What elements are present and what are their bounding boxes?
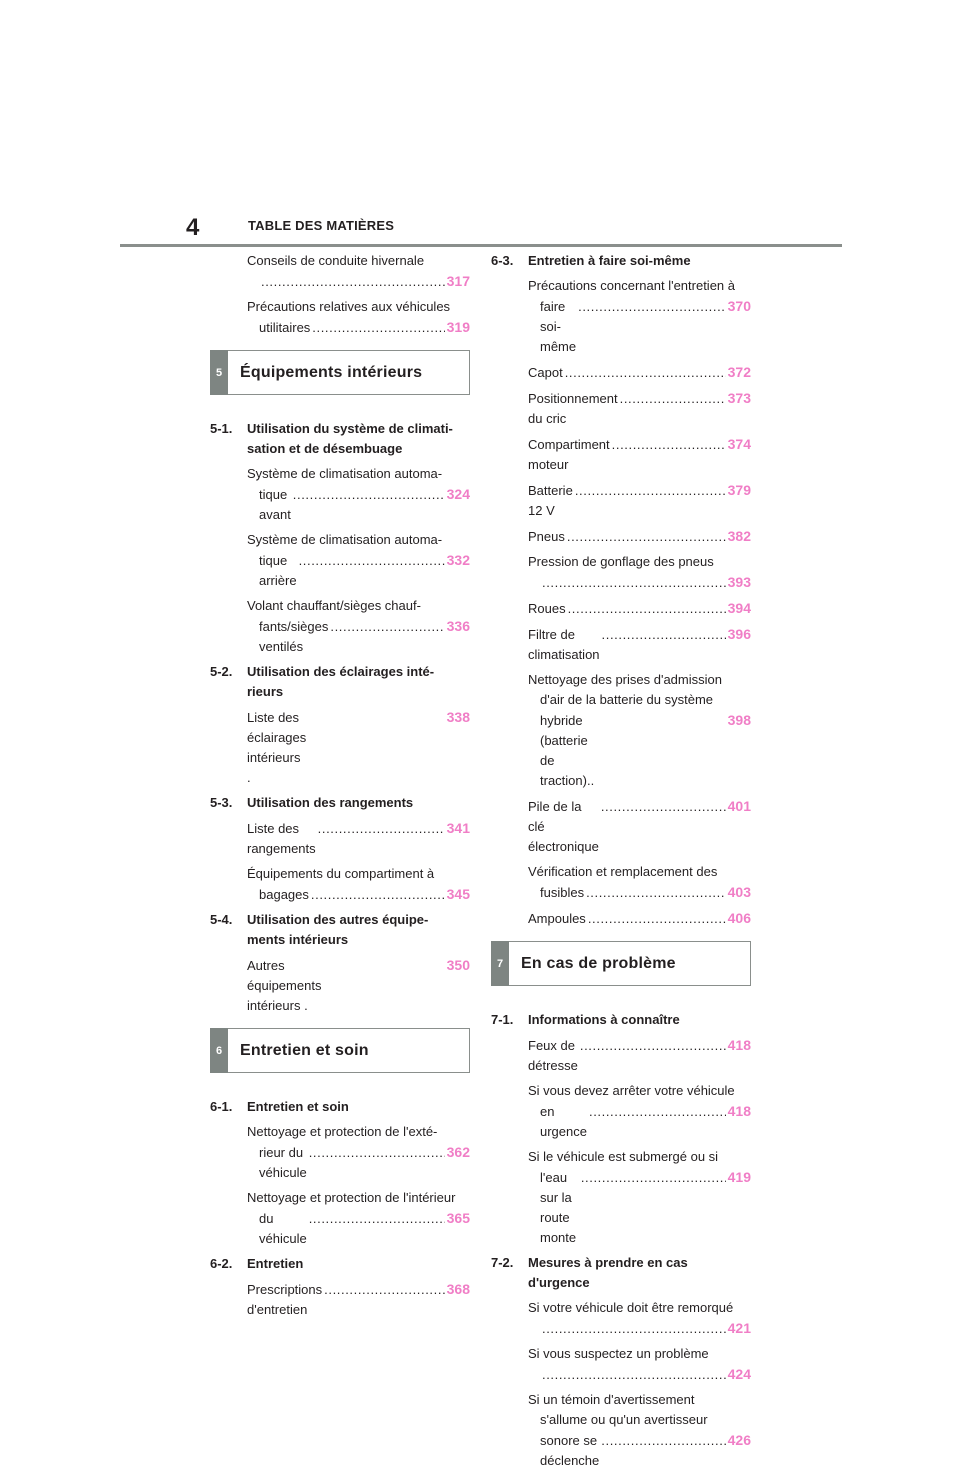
page-ref[interactable]: 374	[727, 436, 751, 452]
page-ref[interactable]: 426	[727, 1432, 751, 1448]
page-ref[interactable]: 418	[727, 1037, 751, 1053]
section-heading: 5-1. Utilisation du système de climati- sation et de désembuage	[210, 421, 453, 456]
section-heading: 5-4. Utilisation des autres équipe- ments intérieurs	[210, 912, 429, 947]
page-ref[interactable]: 332	[446, 552, 470, 568]
section-heading: 5-2. Utilisation des éclairages inté- rieurs	[210, 664, 435, 699]
page-ref[interactable]: 338	[446, 709, 470, 725]
chapter-heading-5[interactable]	[210, 350, 470, 395]
page-ref[interactable]: 365	[446, 1210, 470, 1226]
page-ref[interactable]: 418	[727, 1103, 751, 1119]
toc-entry[interactable]: Vérification et remplacement des fusibles ..... 403	[491, 862, 751, 903]
page-ref[interactable]: 341	[446, 820, 470, 836]
toc-entry[interactable]: Compartiment moteur ..... 374	[491, 434, 751, 475]
page-ref[interactable]: 368	[446, 1281, 470, 1297]
section-heading: 6-2. Entretien	[210, 1256, 304, 1271]
toc-entry[interactable]: Pile de la clé électronique ..... 401	[491, 796, 751, 857]
page-ref[interactable]: 350	[446, 957, 470, 973]
toc-entry[interactable]: Positionnement du cric ..... 373	[491, 388, 751, 429]
page-ref[interactable]: 373	[727, 390, 751, 406]
toc-entry[interactable]: Ampoules ..... 406	[491, 908, 751, 929]
toc-entry[interactable]: Précautions relatives aux véhicules utilitaires ..... 319	[210, 297, 470, 338]
toc-entry[interactable]: Nettoyage et protection de l'intérieur du véhicule ..... 365	[210, 1188, 470, 1249]
section-heading: 6-1. Entretien et soin	[210, 1099, 349, 1114]
toc-entry[interactable]: Conseils de conduite hivernale ..... 317	[210, 251, 470, 292]
toc-entry[interactable]: Capot ..... 372	[491, 362, 751, 383]
toc-entry[interactable]: Si le véhicule est submergé ou si l'eau sur la route monte ..... 419	[491, 1147, 751, 1248]
section-heading: 7-1. Informations à connaître	[491, 1012, 680, 1027]
toc-entry[interactable]: Autres équipements intérieurs . 350	[247, 957, 470, 1013]
page-number: 4	[186, 214, 200, 241]
page-ref[interactable]: 379	[727, 482, 751, 498]
chapter-heading-7[interactable]	[491, 941, 751, 986]
toc-entry[interactable]: Équipements du compartiment à bagages ..... 345	[210, 864, 470, 905]
toc-entry[interactable]: Nettoyage des prises d'admission d'air de la batterie du système hybride (batterie de traction).. 398	[528, 672, 751, 788]
page-ref[interactable]: 324	[446, 486, 470, 502]
page-ref[interactable]: 419	[727, 1169, 751, 1185]
toc-entry[interactable]: Si un témoin d'avertissement s'allume ou qu'un avertisseur sonore se déclenche ..... 426	[491, 1390, 751, 1471]
toc-entry[interactable]: Batterie 12 V ..... 379	[491, 480, 751, 521]
toc-entry[interactable]: Système de climatisation automa- tique avant ..... 324	[210, 464, 470, 525]
page-header-title: TABLE DES MATIÈRES	[248, 218, 395, 233]
page-ref[interactable]: 393	[727, 574, 751, 590]
toc-entry[interactable]: Si votre véhicule doit être remorqué ..... 421	[491, 1298, 751, 1339]
toc-entry[interactable]: Pneus ..... 382	[491, 526, 751, 547]
toc-right-column	[491, 251, 751, 1476]
page-ref[interactable]: 401	[727, 798, 751, 814]
toc-entry[interactable]: Liste des rangements ..... 341	[210, 818, 470, 859]
chapter-title: Équipements intérieurs	[240, 363, 423, 381]
toc-entry[interactable]: Si vous suspectez un problème ..... 424	[491, 1344, 751, 1385]
toc-left-column	[210, 251, 470, 1325]
section-heading: 6-3. Entretien à faire soi-même	[491, 253, 691, 268]
chapter-tab: 5	[210, 350, 228, 395]
page-ref[interactable]: 382	[727, 528, 751, 544]
chapter-tab: 6	[210, 1028, 228, 1073]
page-ref[interactable]: 345	[446, 886, 470, 902]
page-ref[interactable]: 406	[727, 910, 751, 926]
toc-entry[interactable]: Pression de gonflage des pneus ..... 393	[491, 552, 751, 593]
page-ref[interactable]: 319	[446, 319, 470, 335]
page-ref[interactable]: 336	[446, 618, 470, 634]
page-ref[interactable]: 372	[727, 364, 751, 380]
chapter-heading-6[interactable]	[210, 1028, 470, 1073]
page-ref[interactable]: 403	[727, 884, 751, 900]
toc-entry[interactable]: Roues ..... 394	[491, 598, 751, 619]
section-heading: 5-3. Utilisation des rangements	[210, 795, 414, 810]
chapter-title: En cas de problème	[521, 954, 676, 972]
page-ref[interactable]: 370	[727, 298, 751, 314]
page-ref[interactable]: 317	[446, 273, 470, 289]
toc-entry[interactable]: Si vous devez arrêter votre véhicule en urgence ..... 418	[491, 1081, 751, 1142]
toc-entry[interactable]: Liste des éclairages intérieurs . 338	[247, 709, 470, 785]
chapter-title: Entretien et soin	[240, 1041, 369, 1059]
page-ref[interactable]: 421	[727, 1320, 751, 1336]
section-heading: 7-2. Mesures à prendre en cas d'urgence	[491, 1255, 688, 1290]
chapter-tab: 7	[491, 941, 509, 986]
page-ref[interactable]: 394	[727, 600, 751, 616]
toc-entry[interactable]: Système de climatisation automa- tique arrière ..... 332	[210, 530, 470, 591]
page-ref[interactable]: 398	[727, 712, 751, 728]
toc-entry[interactable]: Nettoyage et protection de l'exté- rieur du véhicule ..... 362	[210, 1122, 470, 1183]
toc-entry[interactable]: Précautions concernant l'entretien à faire soi-même ..... 370	[491, 276, 751, 357]
page-ref[interactable]: 424	[727, 1366, 751, 1382]
toc-entry[interactable]: Volant chauffant/sièges chauf- fants/sièges ventilés ..... 336	[210, 596, 470, 657]
toc-entry[interactable]: Prescriptions d'entretien ..... 368	[210, 1279, 470, 1320]
header-rule	[120, 244, 842, 247]
page-ref[interactable]: 396	[727, 626, 751, 642]
toc-entry[interactable]: Feux de détresse ..... 418	[491, 1035, 751, 1076]
page-ref[interactable]: 362	[446, 1144, 470, 1160]
toc-entry[interactable]: Filtre de climatisation ..... 396	[491, 624, 751, 665]
